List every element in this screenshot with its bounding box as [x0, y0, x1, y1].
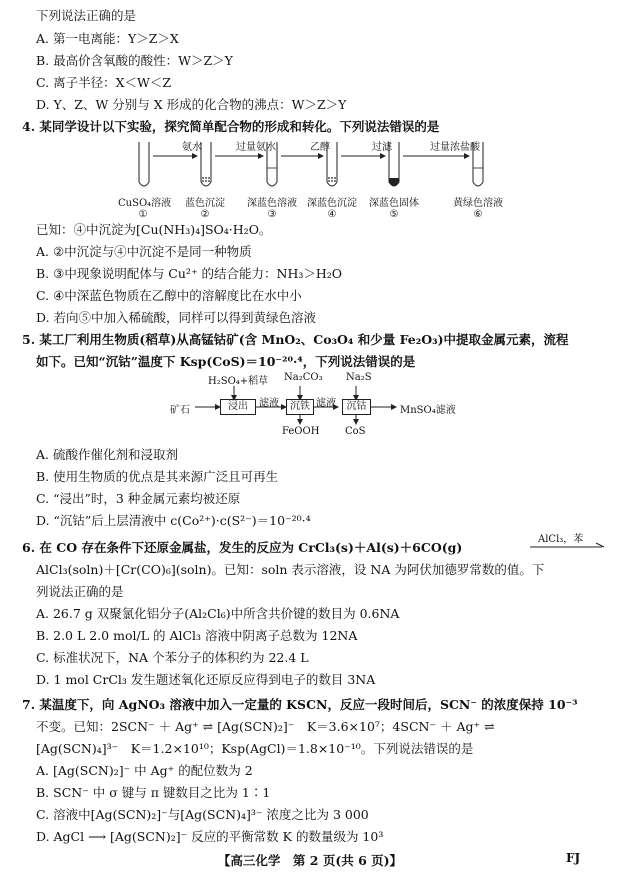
tube-5-label: 深蓝色固体 ⑤	[369, 198, 419, 220]
precipitate-dot	[331, 177, 333, 179]
q7-option-d: D. AgCl ⟶ [Ag(SCN)₂]⁻ 反应的平衡常数 K 的数量级为 10³	[36, 829, 384, 844]
q3-option-d: D. Y、Z、W 分别与 X 形成的化合物的沸点：W＞Z＞Y	[36, 97, 347, 112]
flow-ore: 矿石	[170, 405, 190, 416]
q7-stem-line3: [Ag(SCN)₄]³⁻ K＝1.2×10¹⁰；Ksp(AgCl)＝1.8×10⁻¹⁰。下列说法错误的是	[36, 741, 474, 756]
q6-stem-line2: AlCl₃(soln)＋[Cr(CO)₆](soln)。已知：soln 表示溶液，设 NA 为阿伏加德罗常数的值。下	[36, 562, 545, 577]
q5-option-c: C. “浸出”时，3 种金属元素均被还原	[36, 491, 241, 506]
precipitate-dot	[328, 177, 330, 179]
q5-option-a: A. 硫酸作催化剂和浸取剂	[36, 447, 178, 462]
q3-option-c: C. 离子半径：X＜W＜Z	[36, 75, 171, 90]
flow-box-iron: 沉铁	[286, 399, 314, 415]
arrow-label-2: 过量氨水	[236, 142, 276, 153]
test-tube-2	[201, 142, 211, 186]
q4-option-d: D. 若向⑤中加入稀硫酸，同样可以得到黄绿色溶液	[36, 310, 317, 325]
q4-option-c: C. ④中深蓝色物质在乙醇中的溶解度比在水中小	[36, 288, 302, 303]
q6-option-b: B. 2.0 L 2.0 mol/L 的 AlCl₃ 溶液中阴离子总数为 12NA	[36, 628, 358, 643]
q3-option-a: A. 第一电离能：Y＞Z＞X	[36, 31, 179, 46]
q6-stem-line1: 6. 在 CO 存在条件下还原金属盐，发生的反应为 CrCl₃(s)＋Al(s)＋6CO(g)	[22, 540, 463, 555]
flow-reagent-1: H₂SO₄+稻草	[208, 376, 269, 387]
precipitate-dot	[334, 177, 336, 179]
q7-option-b: B. SCN⁻ 中 σ 键与 π 键数目之比为 1∶1	[36, 785, 271, 800]
flow-box-leaching: 浸出	[220, 399, 256, 415]
q7-stem-line2: 不变。已知：2SCN⁻ ＋ Ag⁺ ⇌ [Ag(SCN)₂]⁻ K＝3.6×10⁷；4SCN⁻ ＋ Ag⁺ ⇌	[36, 719, 495, 734]
flow-reagent-3: Na₂S	[346, 372, 372, 383]
precipitate-dot	[205, 180, 207, 182]
q7-option-a: A. [Ag(SCN)₂]⁻ 中 Ag⁺ 的配位数为 2	[36, 763, 253, 778]
flow-reagent-2: Na₂CO₃	[284, 372, 323, 383]
q5-option-d: D. “沉钴”后上层清液中 c(Co²⁺)·c(S²⁻)＝10⁻²⁰·⁴	[36, 513, 311, 528]
q5-stem-line1: 5. 某工厂利用生物质(稻草)从高锰钴矿(含 MnO₂、Co₃O₄ 和少量 Fe₂O₃)中提取金属元素，流程	[22, 332, 569, 347]
q3-stem: 下列说法正确的是	[36, 8, 137, 23]
q5-stem-line2: 如下。已知“沉钴”温度下 Ksp(CoS)＝10⁻²⁰·⁴，下列说法错误的是	[36, 354, 416, 369]
q4-stem: 4. 某同学设计以下实验，探究简单配合物的形成和转化。下列说法错误的是	[22, 119, 440, 134]
flow-liquid-2: 滤液	[316, 398, 336, 409]
precipitate-dot	[205, 177, 207, 179]
tube-4-label: 深蓝色沉淀 ④	[307, 198, 357, 220]
q7-stem-line1: 7. 某温度下，向 AgNO₃ 溶液中加入一定量的 KSCN，反应一段时间后，SCN⁻ 的浓度保持 10⁻³	[22, 697, 578, 712]
q5-flowchart	[170, 372, 470, 442]
flow-box-cobalt: 沉钴	[342, 399, 371, 415]
q6-stem-line3: 列说法正确的是	[36, 584, 124, 599]
q4-option-a: A. ②中沉淀与④中沉淀不是同一种物质	[36, 244, 252, 259]
page-footer: 【高三化学 第 2 页(共 6 页)】	[217, 853, 403, 868]
solid-deposit	[389, 178, 399, 186]
q3-option-b: B. 最高价含氧酸的酸性：W＞Z＞Y	[36, 53, 233, 68]
q4-known: 已知：④中沉淀为[Cu(NH₃)₄]SO₄·H₂O。	[36, 222, 272, 237]
flow-product: MnSO₄滤液	[400, 405, 456, 416]
flow-solid-1: FeOOH	[282, 426, 320, 437]
q6-condition: AlCl₃，苯	[538, 534, 584, 545]
precipitate-dot	[202, 180, 204, 182]
flow-liquid-1: 滤液	[259, 398, 279, 409]
q6-option-c: C. 标准状况下，NA 个苯分子的体积约为 22.4 L	[36, 650, 309, 665]
q4-experiment-diagram	[118, 138, 510, 220]
tube-6-label: 黄绿色溶液 ⑥	[453, 198, 503, 220]
precipitate-dot	[208, 177, 210, 179]
q6-option-d: D. 1 mol CrCl₃ 发生题述氧化还原反应得到电子的数目 3NA	[36, 672, 376, 687]
precipitate-dot	[202, 177, 204, 179]
arrow-label-1: 氨水	[182, 142, 202, 153]
tube-3-label: 深蓝色溶液 ③	[247, 198, 297, 220]
q7-option-c: C. 溶液中[Ag(SCN)₂]⁻与[Ag(SCN)₄]³⁻ 浓度之比为 3 000	[36, 807, 369, 822]
footer-code: FJ	[566, 851, 581, 865]
test-tube-1	[139, 142, 149, 186]
tube-1-label: CuSO₄溶液 ①	[118, 198, 172, 220]
arrow-label-5: 过量浓盐酸	[430, 142, 480, 153]
precipitate-dot	[208, 180, 210, 182]
arrow-label-4: 过滤	[372, 142, 392, 153]
tube-2-label: 蓝色沉淀 ②	[185, 198, 225, 220]
arrow-label-3: 乙醇	[310, 142, 330, 153]
precipitate-dot	[334, 180, 336, 182]
q5-option-b: B. 使用生物质的优点是其来源广泛且可再生	[36, 469, 279, 484]
flow-solid-2: CoS	[345, 426, 366, 437]
reaction-arrow-icon	[528, 530, 606, 554]
q4-option-b: B. ③中现象说明配体与 Cu²⁺ 的结合能力：NH₃＞H₂O	[36, 266, 343, 281]
q6-option-a: A. 26.7 g 双聚氯化铝分子(Al₂Cl₆)中所含共价键的数目为 0.6NA	[36, 606, 400, 621]
precipitate-dot	[328, 180, 330, 182]
q6-reaction-arrow	[528, 530, 606, 554]
precipitate-dot	[331, 180, 333, 182]
